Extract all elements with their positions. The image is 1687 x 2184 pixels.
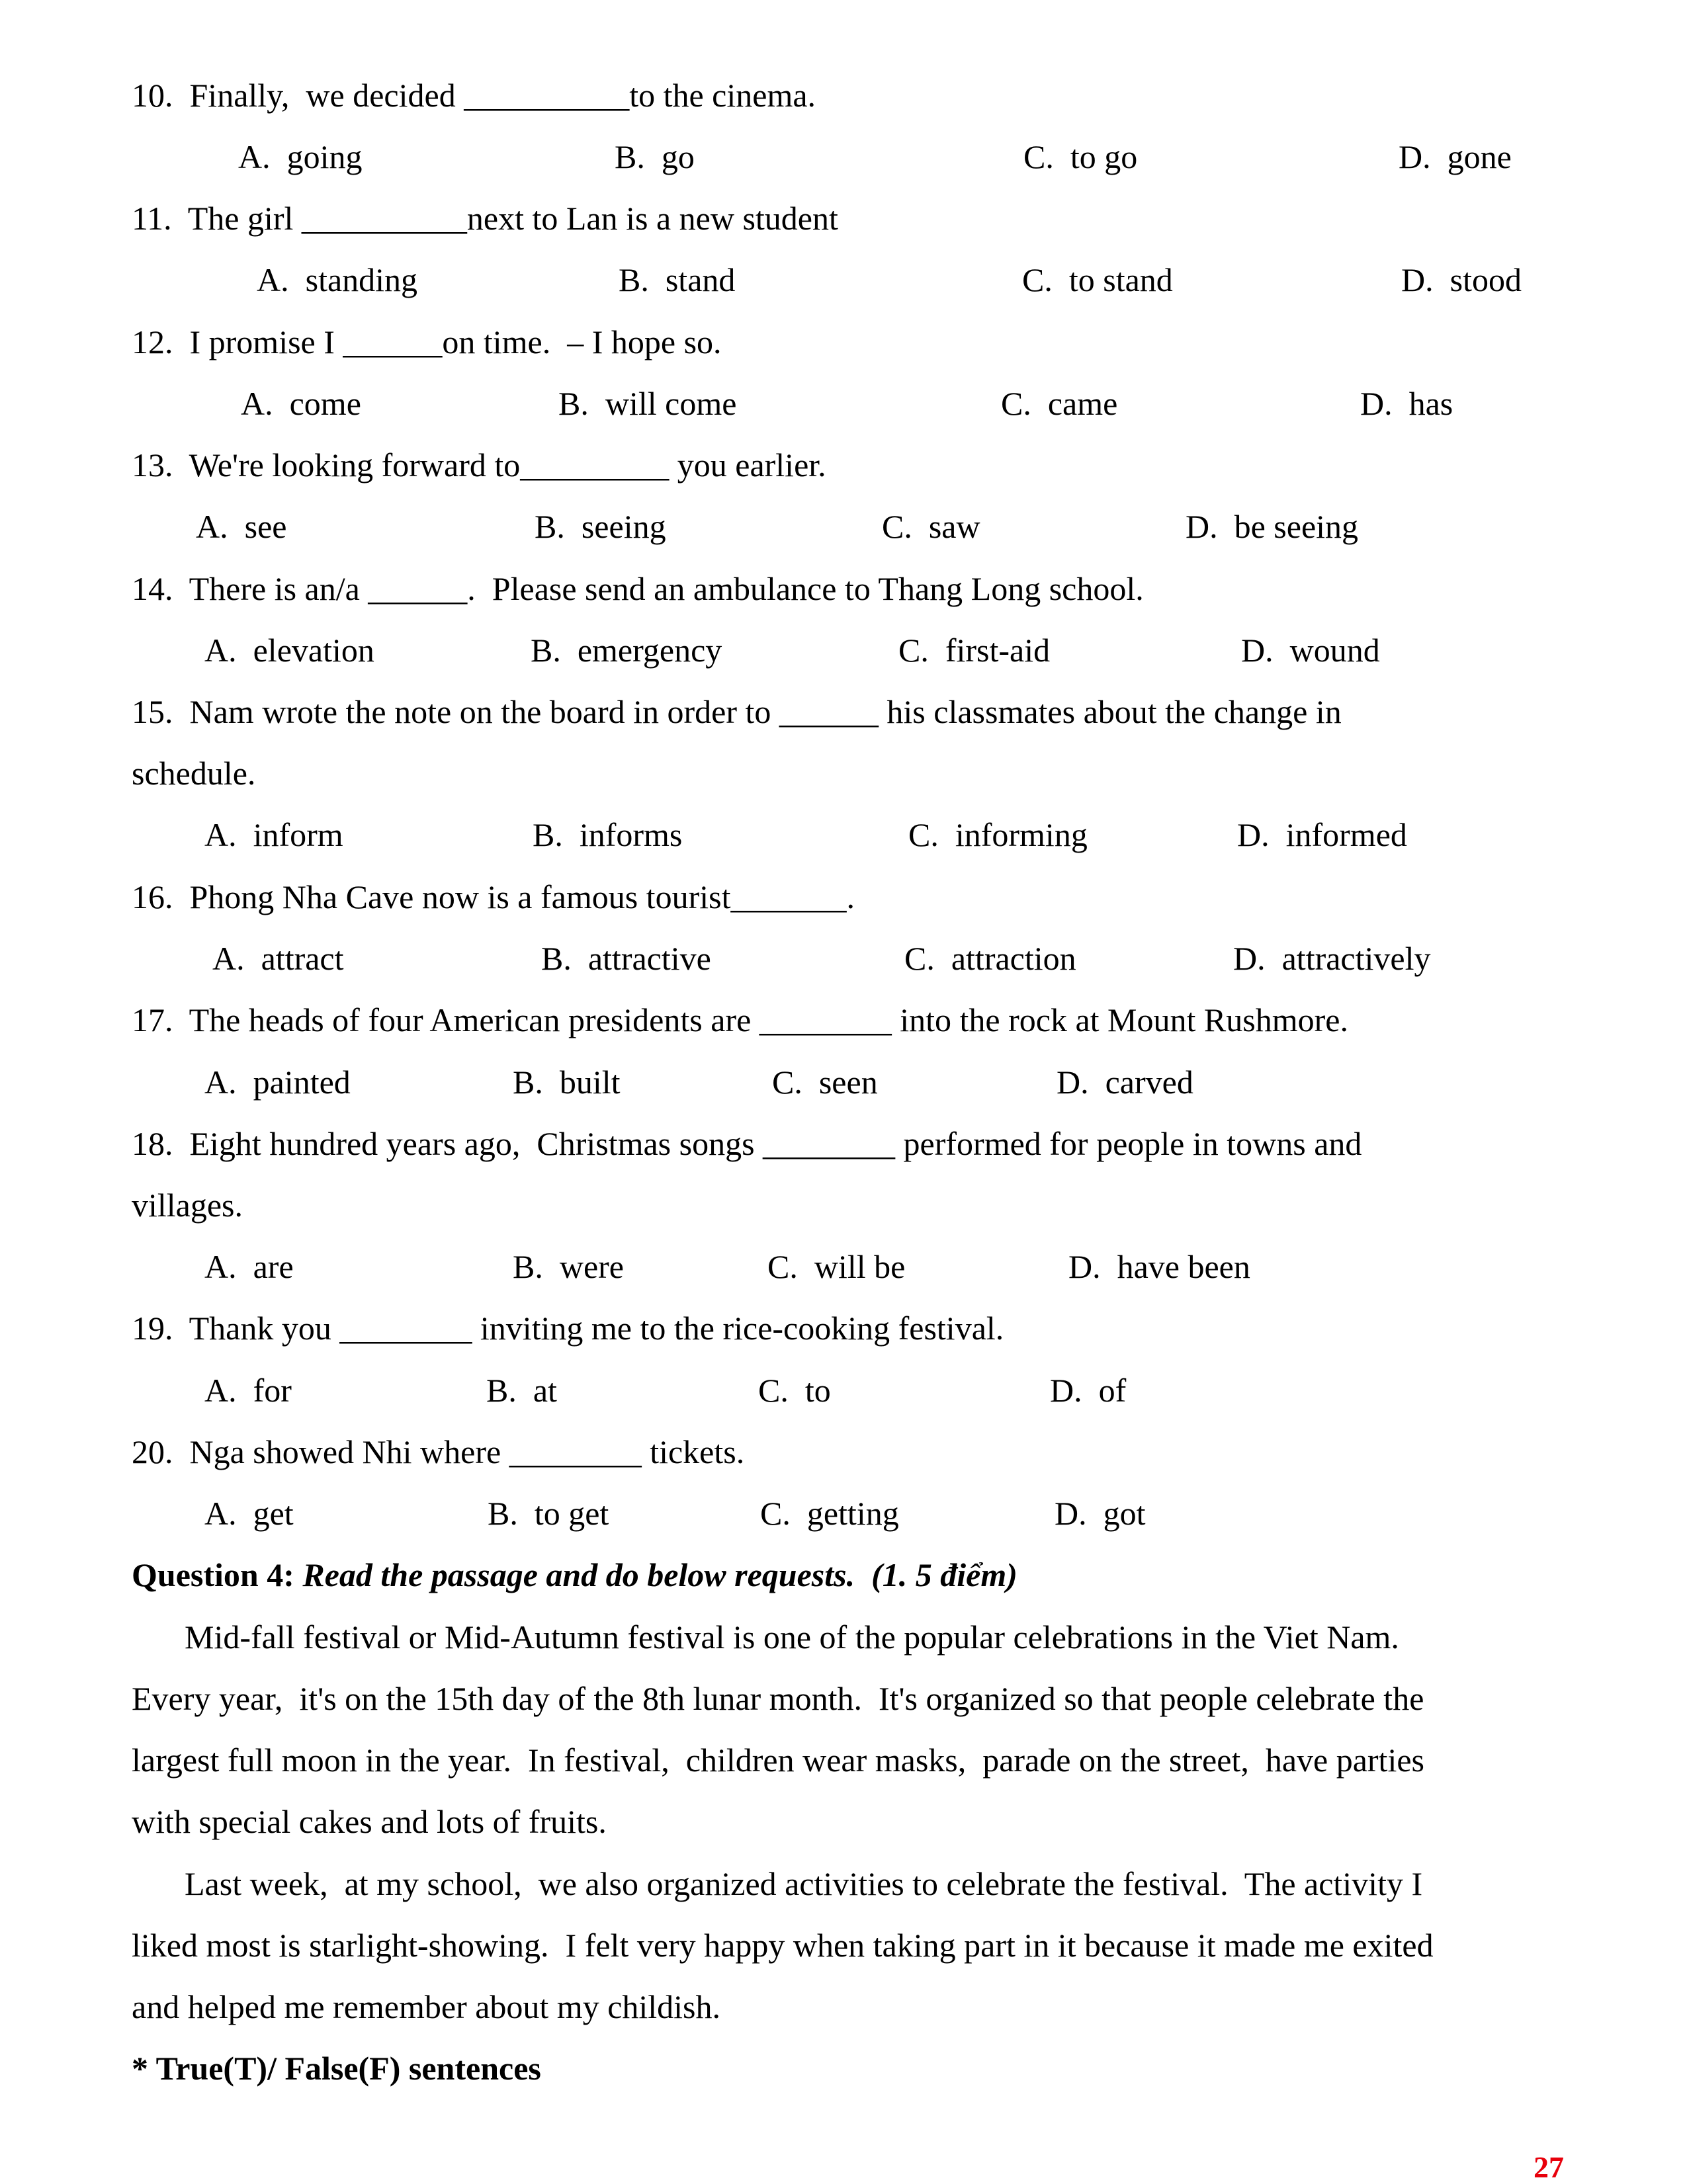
option-a: A. standing (257, 261, 418, 298)
question-17-text: 17. The heads of four American presidents are ________ into the rock at Mount Rushmore. (132, 1001, 1348, 1038)
question-14-text: 14. There is an/a ______. Please send an ambulance to Thang Long school. (132, 570, 1144, 607)
question-18-text-cont: villages. (132, 1187, 243, 1224)
passage-line: Every year, it's on the 15th day of the 8th lunar month. It's organized so that people celebrate the (132, 1680, 1424, 1717)
option-b: B. at (486, 1372, 557, 1409)
option-d: D. have been (1068, 1248, 1250, 1285)
question-20-text: 20. Nga showed Nhi where ________ tickets. (132, 1433, 745, 1470)
question-18-continued (132, 1185, 243, 1225)
option-a: A. attract (212, 940, 344, 977)
option-c: C. first-aid (898, 632, 1051, 669)
option-d: D. has (1360, 385, 1453, 422)
question-20 (132, 1432, 744, 1472)
option-c: C. came (1001, 385, 1118, 422)
question-18 (132, 1124, 1362, 1163)
option-d: D. informed (1237, 816, 1407, 853)
option-b: B. seeing (535, 508, 666, 545)
question-15-continued (132, 753, 255, 793)
question-13-text: 13. We're looking forward to_________ you earlier. (132, 446, 826, 483)
passage-line: Mid-fall festival or Mid-Autumn festival is one of the popular celebrations in the Viet Nam. (185, 1618, 1399, 1656)
option-a: A. get (204, 1495, 294, 1532)
option-c: C. getting (760, 1495, 899, 1532)
option-a: A. come (241, 385, 361, 422)
option-d: D. of (1050, 1372, 1127, 1409)
question-11-options (0, 260, 1687, 300)
question-11-text: 11. The girl __________next to Lan is a new student (132, 200, 838, 237)
question-17 (132, 1000, 1348, 1040)
question-15-text: 15. Nam wrote the note on the board in order to ______ his classmates about the change in (132, 693, 1342, 730)
question-12-text: 12. I promise I ______on time. – I hope so. (132, 323, 722, 360)
passage-line: largest full moon in the year. In festival, children wear masks, parade on the street, have parties (132, 1742, 1424, 1779)
question-15-text-cont: schedule. (132, 755, 256, 792)
option-c: C. seen (772, 1064, 878, 1101)
question-16-text: 16. Phong Nha Cave now is a famous tourist_______. (132, 878, 855, 915)
question-16 (132, 877, 855, 917)
option-b: B. to get (488, 1495, 609, 1532)
option-b: B. go (615, 138, 695, 175)
question-15 (132, 692, 1342, 732)
question-16-options (0, 939, 1687, 978)
passage-line: with special cakes and lots of fruits. (132, 1803, 607, 1840)
option-a: A. for (204, 1372, 292, 1409)
question-13-options (0, 507, 1687, 546)
question-14 (132, 569, 1144, 609)
option-c: C. will be (767, 1248, 906, 1285)
passage-line: liked most is starlight-showing. I felt very happy when taking part in it because it made me exited (132, 1927, 1434, 1964)
option-d: D. wound (1241, 632, 1380, 669)
option-a: A. are (204, 1248, 294, 1285)
option-b: B. stand (619, 261, 736, 298)
section-heading (132, 1555, 1017, 1595)
option-c: C. informing (908, 816, 1088, 853)
option-b: B. built (513, 1064, 621, 1101)
option-b: B. emergency (531, 632, 722, 669)
option-c: C. saw (882, 508, 980, 545)
passage-line: and helped me remember about my childish. (132, 1988, 721, 2025)
question-12 (132, 322, 722, 362)
question-11 (132, 198, 838, 238)
option-c: C. to go (1023, 138, 1138, 175)
question-10-text: 10. Finally, we decided __________to the cinema. (132, 77, 816, 114)
option-d: D. attractively (1233, 940, 1431, 977)
section-instruction: Read the passage and do below requests. (1. 5 điểm) (302, 1556, 1017, 1593)
option-d: D. carved (1057, 1064, 1193, 1101)
option-d: D. got (1055, 1495, 1146, 1532)
option-c: C. to stand (1022, 261, 1173, 298)
question-14-options (0, 630, 1687, 670)
question-19 (132, 1308, 1004, 1348)
question-12-options (0, 384, 1687, 423)
option-d: D. be seeing (1186, 508, 1359, 545)
option-a: A. going (238, 138, 363, 175)
option-a: A. elevation (204, 632, 374, 669)
question-10 (132, 75, 816, 115)
option-a: A. painted (204, 1064, 351, 1101)
true-false-heading: * True(T)/ False(F) sentences (132, 2050, 541, 2087)
option-b: B. will come (558, 385, 737, 422)
question-19-options (0, 1370, 1687, 1410)
section-label: Question 4: (132, 1556, 294, 1593)
question-18-text: 18. Eight hundred years ago, Christmas songs ________ performed for people in towns and (132, 1125, 1362, 1162)
option-d: D. gone (1399, 138, 1512, 175)
page-number: 27 (1534, 2150, 1564, 2184)
option-a: A. see (196, 508, 287, 545)
option-b: B. were (513, 1248, 624, 1285)
option-c: C. attraction (904, 940, 1076, 977)
question-17-options (0, 1062, 1687, 1102)
option-a: A. inform (204, 816, 343, 853)
question-19-text: 19. Thank you ________ inviting me to the rice-cooking festival. (132, 1310, 1004, 1347)
option-b: B. informs (533, 816, 683, 853)
question-18-options (0, 1247, 1687, 1286)
question-15-options (0, 815, 1687, 855)
option-c: C. to (758, 1372, 831, 1409)
question-10-options (0, 137, 1687, 177)
question-20-options (0, 1493, 1687, 1533)
option-d: D. stood (1401, 261, 1522, 298)
question-13 (132, 445, 826, 485)
option-b: B. attractive (541, 940, 711, 977)
passage-line: Last week, at my school, we also organized activities to celebrate the festival. The activity I (185, 1865, 1423, 1902)
